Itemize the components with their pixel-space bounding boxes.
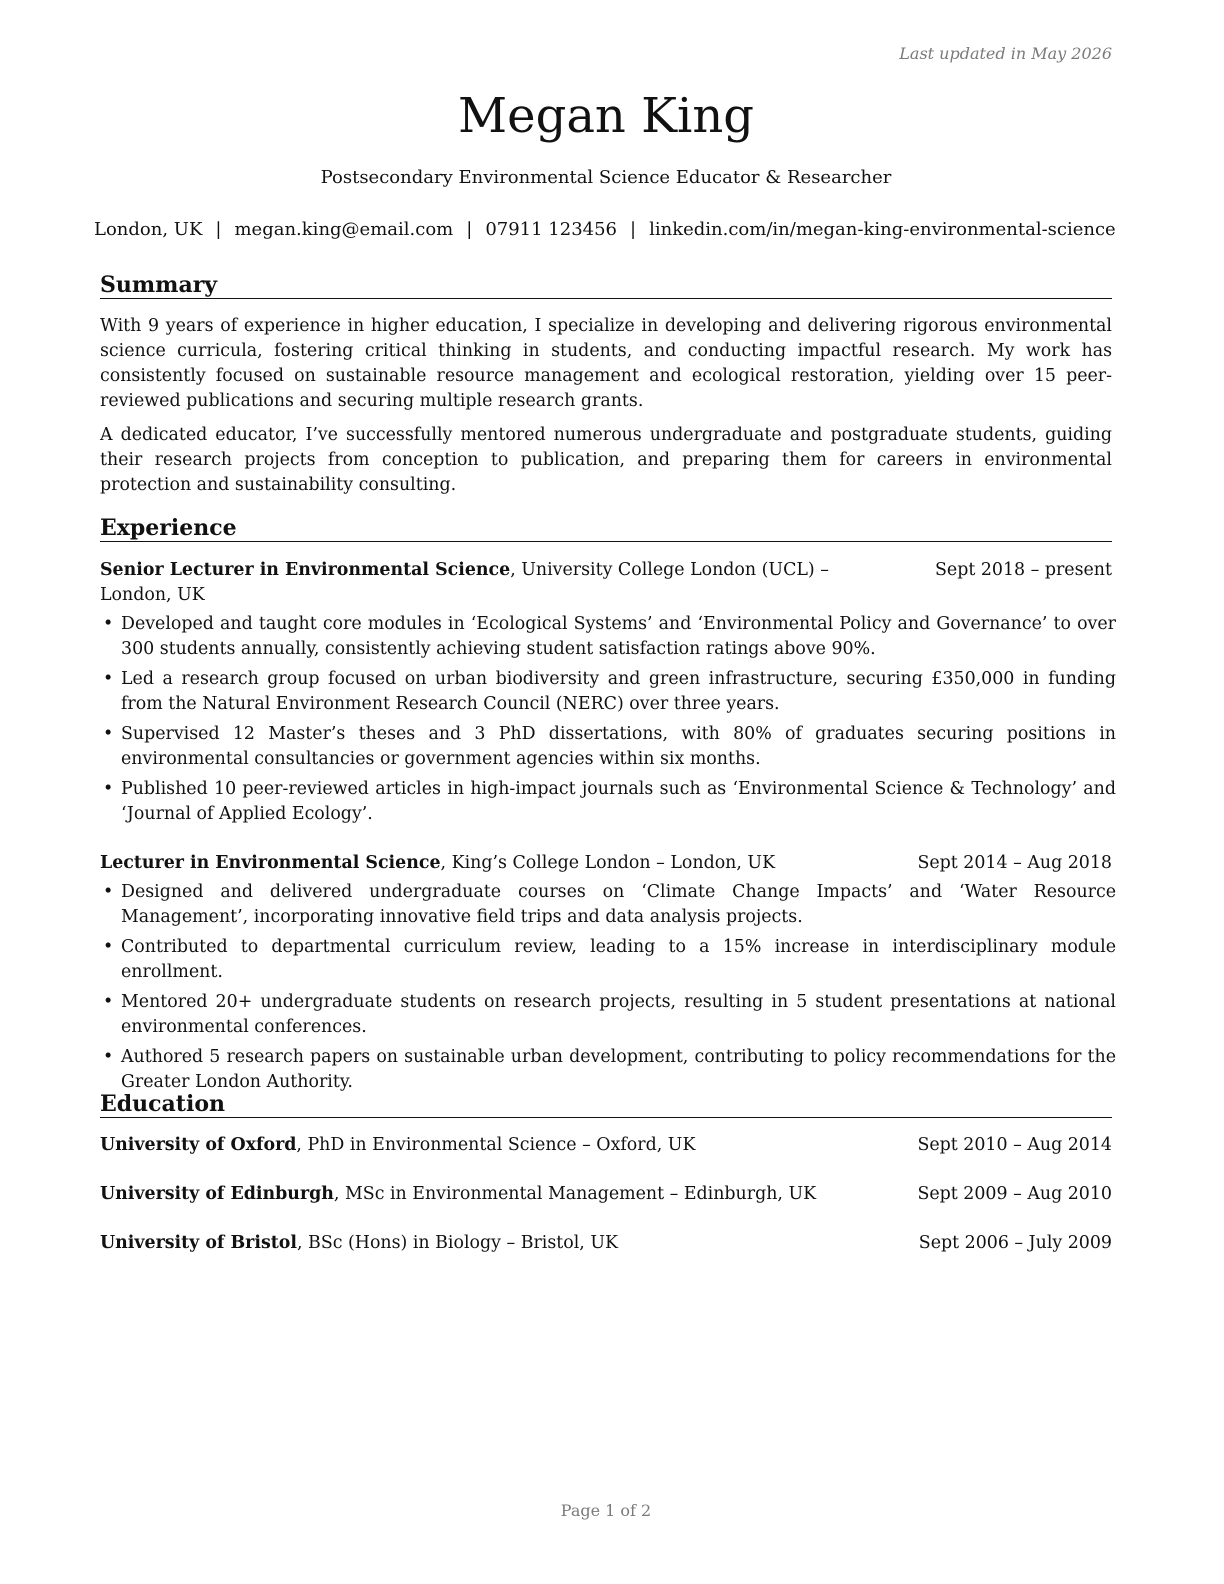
job-title: Lecturer in Environmental Science bbox=[100, 853, 441, 873]
bullet-text: Developed and taught core modules in ‘Ecological Systems’ and ‘Environmental Policy and Governance’ to over 300 students annually, consistently achieving student satisfaction ratings above 90%. bbox=[121, 614, 1116, 659]
bullet-text: Supervised 12 Master’s theses and 3 PhD dissertations, with 80% of graduates securing positions in environmental consultancies or government agencies within six months. bbox=[121, 724, 1116, 769]
school-name: University of Edinburgh bbox=[100, 1184, 334, 1204]
list-item bbox=[100, 667, 1116, 717]
contact-location: London, UK bbox=[94, 219, 203, 240]
degree-detail: , BSc (Hons) in Biology – Bristol, UK bbox=[296, 1233, 619, 1253]
job-header bbox=[100, 851, 1112, 876]
bullet-text: Contributed to departmental curriculum review, leading to a 15% increase in interdisciplinary module enrollment. bbox=[121, 937, 1116, 982]
contact-phone-link[interactable]: 07911 123456 bbox=[485, 219, 618, 240]
summary-paragraph: A dedicated educator, I’ve successfully mentored numerous undergraduate and postgraduate students, guiding their research projects from conception to publication, and preparing them for careers in environmental protection and sustainability consulting. bbox=[100, 425, 1112, 495]
bullet-icon: • bbox=[103, 724, 114, 744]
job-bullets bbox=[100, 880, 1116, 1100]
job-bullets bbox=[100, 612, 1116, 832]
contact-separator: | bbox=[215, 219, 222, 240]
bullet-icon: • bbox=[103, 992, 114, 1012]
candidate-headline: Postsecondary Environmental Science Educator & Researcher bbox=[320, 167, 892, 188]
list-item bbox=[100, 722, 1116, 772]
bullet-icon: • bbox=[103, 669, 114, 689]
job-header bbox=[100, 558, 1112, 608]
job-dates: Sept 2014 – Aug 2018 bbox=[917, 853, 1112, 873]
contact-separator: | bbox=[630, 219, 637, 240]
job-title-line bbox=[100, 851, 775, 876]
experience-heading: Experience bbox=[100, 515, 1112, 542]
bullet-icon: • bbox=[103, 1047, 114, 1067]
bullet-text: Mentored 20+ undergraduate students on research projects, resulting in 5 student presentations at national environmental conferences. bbox=[121, 992, 1116, 1037]
page-indicator: Page 1 of 2 bbox=[560, 1501, 652, 1520]
resume-page bbox=[94, 0, 1116, 1584]
last-updated-note: Last updated in May 2026 bbox=[899, 44, 1112, 63]
list-item bbox=[100, 612, 1116, 662]
list-item bbox=[100, 990, 1116, 1040]
education-heading: Education bbox=[100, 1091, 1112, 1118]
job-title-line bbox=[100, 558, 890, 608]
school-name: University of Oxford bbox=[100, 1135, 297, 1155]
contact-separator: | bbox=[466, 219, 473, 240]
bullet-icon: • bbox=[103, 779, 114, 799]
bullet-text: Authored 5 research papers on sustainable urban development, contributing to policy recommendations for the Greater London Authority. bbox=[121, 1047, 1116, 1092]
list-item bbox=[100, 777, 1116, 827]
education-dates: Sept 2009 – Aug 2010 bbox=[917, 1184, 1112, 1204]
education-entry bbox=[100, 1133, 1112, 1158]
list-item bbox=[100, 880, 1116, 930]
list-item bbox=[100, 935, 1116, 985]
contact-linkedin-link[interactable]: linkedin.com/in/megan-king-environmental-science bbox=[649, 219, 1116, 240]
education-dates: Sept 2006 – July 2009 bbox=[918, 1233, 1112, 1253]
job-dates: Sept 2018 – present bbox=[934, 560, 1112, 580]
job-title: Senior Lecturer in Environmental Science bbox=[100, 560, 511, 580]
degree-detail: , PhD in Environmental Science – Oxford, UK bbox=[296, 1135, 696, 1155]
candidate-name: Megan King bbox=[458, 88, 754, 144]
contact-email-link[interactable]: megan.king@email.com bbox=[234, 219, 454, 240]
bullet-text: Published 10 peer-reviewed articles in high-impact journals such as ‘Environmental Science & Technology’ and ‘Journal of Applied Ecology’. bbox=[121, 779, 1116, 824]
education-entry bbox=[100, 1182, 1112, 1207]
job-organization: , University College London (UCL) – London, UK bbox=[100, 560, 829, 605]
education-dates: Sept 2010 – Aug 2014 bbox=[917, 1135, 1112, 1155]
list-item bbox=[100, 1045, 1116, 1095]
contact-line bbox=[94, 219, 1116, 240]
bullet-icon: • bbox=[103, 614, 114, 634]
bullet-icon: • bbox=[103, 882, 114, 902]
job-organization: , King’s College London – London, UK bbox=[440, 853, 776, 873]
bullet-text: Designed and delivered undergraduate courses on ‘Climate Change Impacts’ and ‘Water Resource Management’, incorporating innovative field trips and data analysis projects. bbox=[121, 882, 1116, 927]
summary-heading: Summary bbox=[100, 272, 1112, 299]
school-name: University of Bristol bbox=[100, 1233, 297, 1253]
summary-paragraph: With 9 years of experience in higher education, I specialize in developing and delivering rigorous environmental science curricula, fostering critical thinking in students, and conducting impactful research. My work has consistently focused on sustainable resource management and ecological restoration, yielding over 15 peer-reviewed publications and securing multiple research grants. bbox=[100, 316, 1112, 411]
degree-detail: , MSc in Environmental Management – Edinburgh, UK bbox=[333, 1184, 817, 1204]
bullet-icon: • bbox=[103, 937, 114, 957]
education-entry bbox=[100, 1231, 1112, 1256]
bullet-text: Led a research group focused on urban biodiversity and green infrastructure, securing £350,000 in funding from the Natural Environment Research Council (NERC) over three years. bbox=[121, 669, 1116, 714]
